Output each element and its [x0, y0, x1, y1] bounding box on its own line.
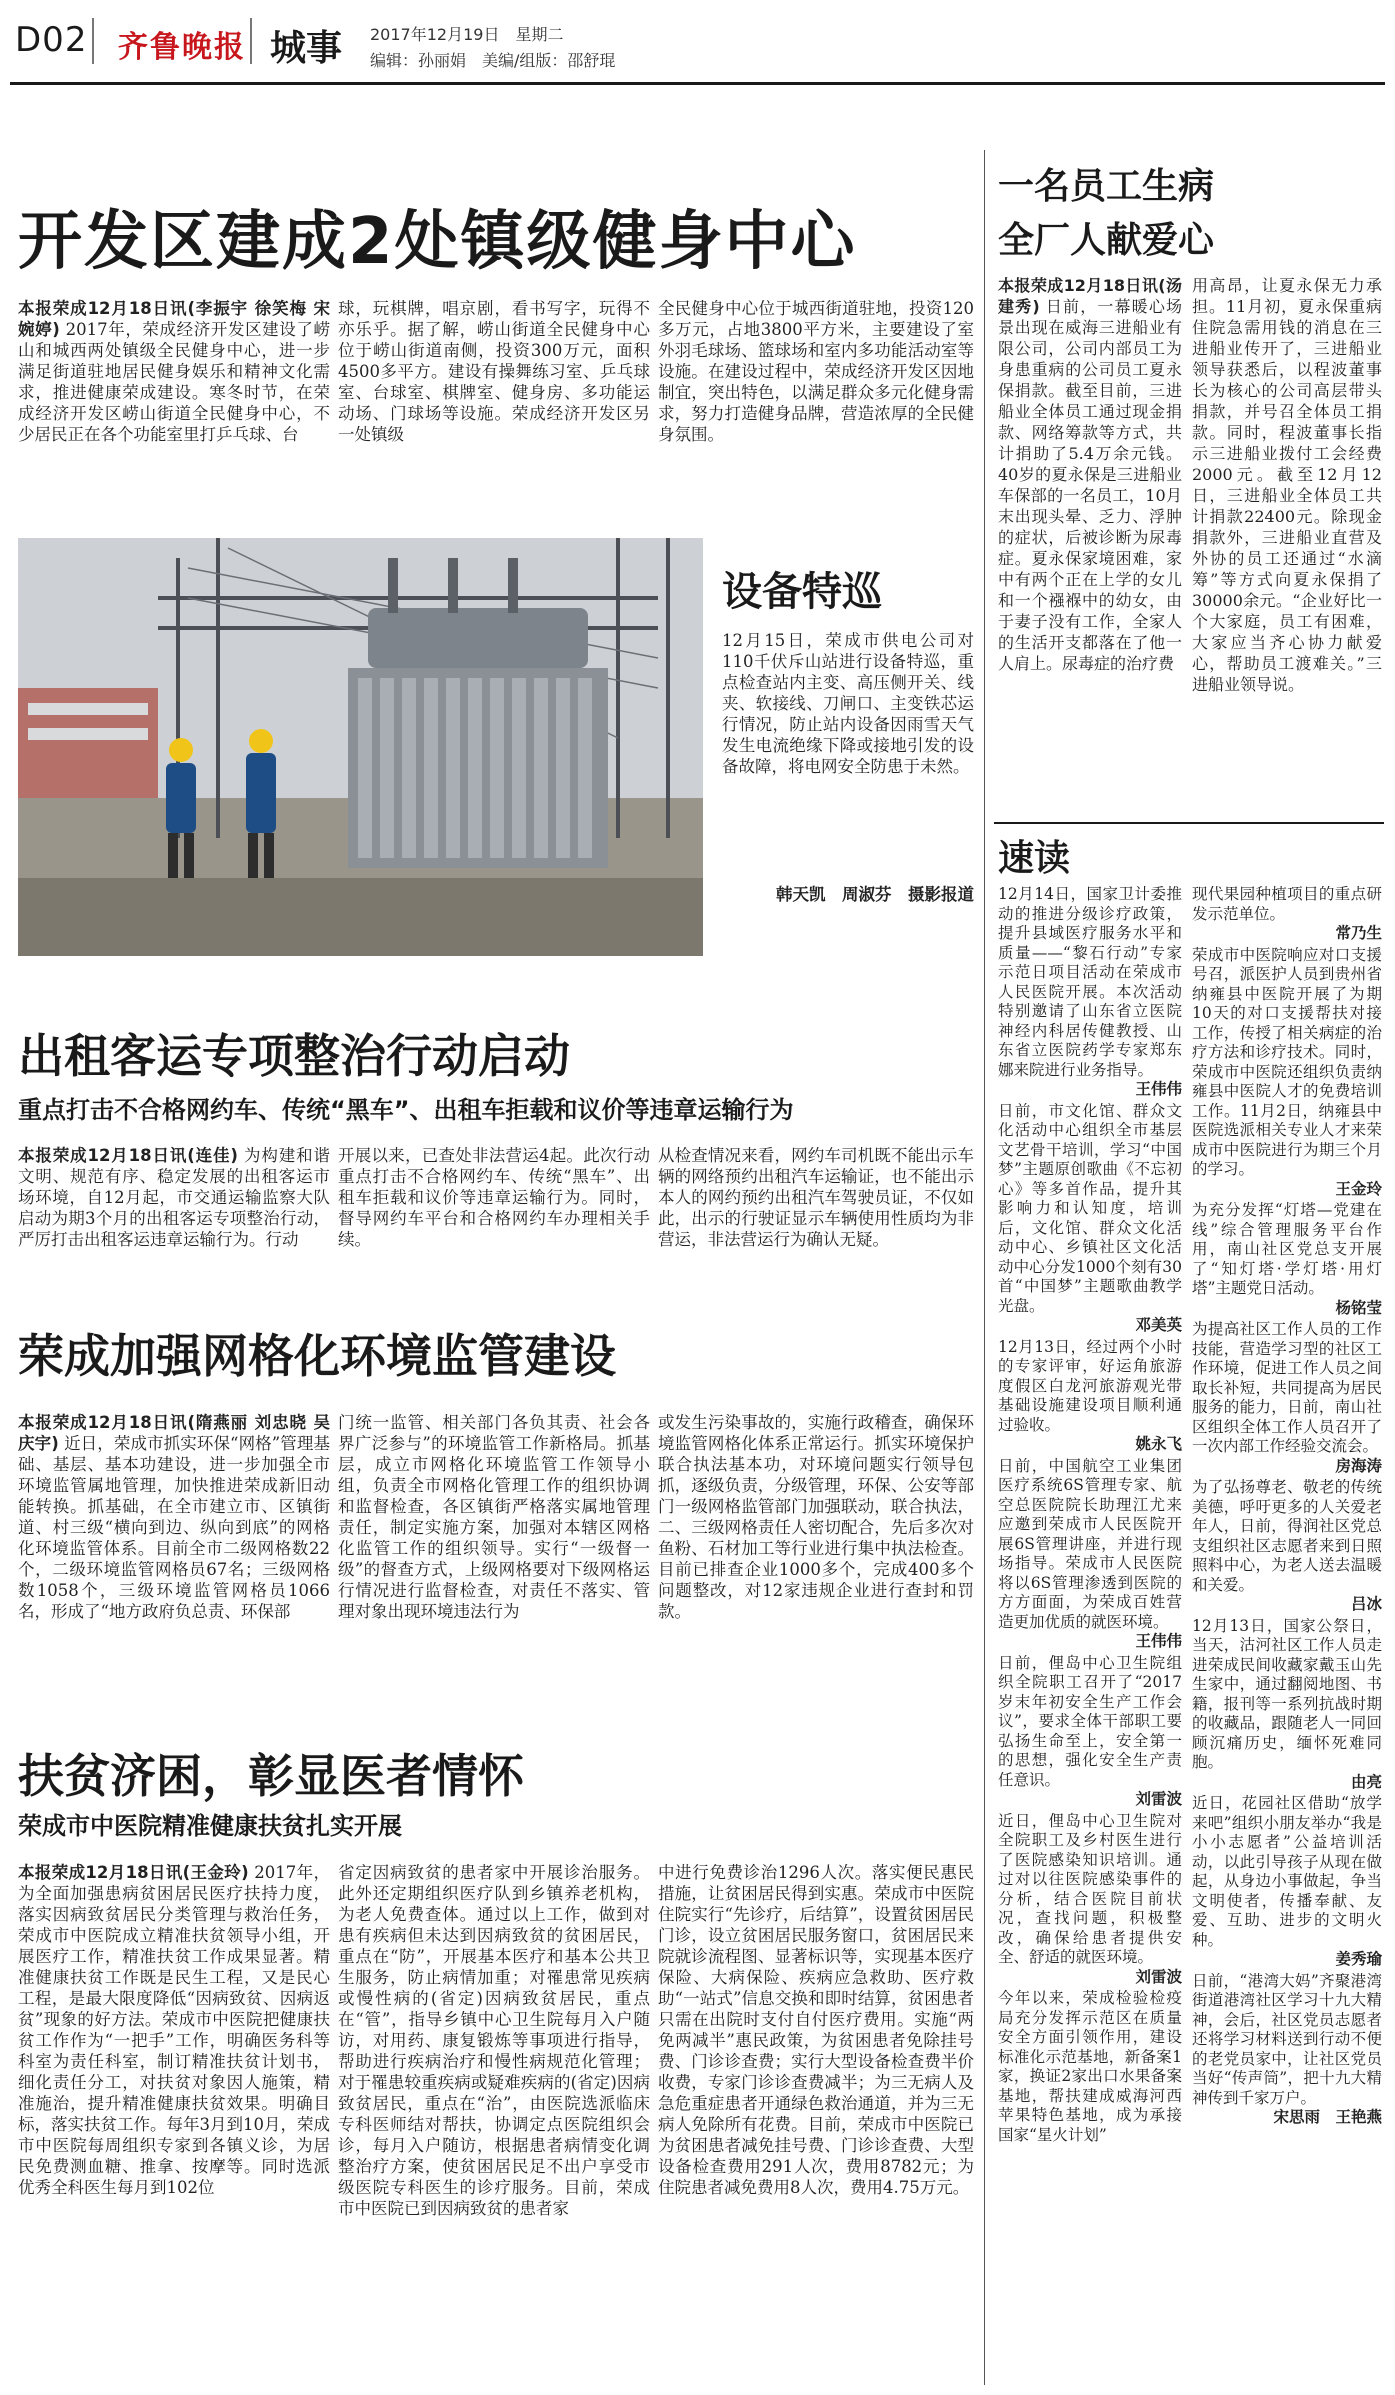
kuaidu-item	[998, 1812, 1182, 1988]
kuaidu-item-author: 王金玲	[1335, 1179, 1382, 1198]
kuaidu-item-author: 邓美英	[1135, 1316, 1182, 1334]
article3-col1	[18, 1412, 330, 1712]
article1-title: 开发区建成2处镇级健身中心	[18, 205, 857, 279]
kuaidu-item	[1192, 1794, 1382, 1970]
kuaidu-item	[1192, 1972, 1382, 2128]
kuaidu-item	[1192, 1617, 1382, 1793]
article2-col3: 从检查情况来看，网约车司机既不能出示车辆的网络预约出租汽车运输证，也不能出示本人的网约预约出租汽车驾驶员证，不仅如此，出示的行驶证显示车辆使用性质均为非营运，非法营运行为确认无疑。	[658, 1146, 974, 1249]
article4-lead: 本报荣成12月18日讯(王金玲)	[18, 1863, 249, 1882]
kuaidu-item-text: 为了弘扬尊老、敬老的传统美德，呼吁更多的人关爱老年人，日前，得润社区党总支组织社区志愿者来到日照照料中心，为老人送去温暖和关爱。	[1192, 1478, 1382, 1594]
substation-photo	[18, 538, 703, 956]
photo-credit: 韩天凯 周淑芬 摄影报道	[776, 885, 974, 904]
kuaidu-col2	[1192, 885, 1382, 2385]
kuaidu-item-text: 近日，俚岛中心卫生院对全院职工及乡村医生进行了医院感染知识培训。通过对以往医院感染事件的分析，结合医院目前状况，查找问题，积极整改，确保给患者提供安全、舒适的就医环境。	[998, 1811, 1182, 1966]
article5-lead: 本报荣成12月18日讯(汤建秀)	[998, 276, 1182, 316]
kuaidu-col1	[998, 885, 1182, 2385]
article2-subtitle: 重点打击不合格网约车、传统“黑车”、出租车拒载和议价等违章运输行为	[18, 1096, 794, 1124]
kuaidu-item-text: 近日，花园社区借助“放学来吧”组织小朋友举办“我是小小志愿者”公益培训活动，以此引导孩子从现在做起，从身边小事做起，争当文明使者，传播奉献、友爱、互助、进步的文明火种。	[1192, 1794, 1382, 1949]
kuaidu-item	[998, 1102, 1182, 1336]
kuaidu-item	[1192, 1478, 1382, 1615]
kuaidu-item	[998, 1457, 1182, 1652]
article3-text: 近日，荣成市抓实环保“网格”管理基础、基层、基本功建设，进一步加强全市环境监管属地管理，加快推进荣成新旧动能转换。抓基础，在全市建立市、区镇街道、村三级“横向到边、纵向到底”的网格化环境监管体系。目前全市二级网格数22个，二级环境监管网格员67名；三级网格数1058个，三级环境监管网格员1066名，形成了“地方政府负总责、环保部	[18, 1434, 330, 1621]
header-divider	[250, 18, 252, 64]
kuaidu-item-text: 日前，市文化馆、群众文化活动中心组织全市基层文艺骨干培训，学习“中国梦”主题原创歌曲《不忘初心》等多首作品，提升其影响力和认知度，培训后，文化馆、群众文化活动中心、乡镇社区文化活动中心分发1000个刻有30首“中国梦”主题歌曲教学光盘。	[998, 1101, 1182, 1315]
kuaidu-item-text: 日前，中国航空工业集团医疗系统6S管理专家、航空总医院院长助理江尤来应邀到荣成市人民医院开展6S管理讲座，并进行现场指导。荣成市人民医院将以6S管理渗透到医院的方方面面，为荣成百姓营造更加优质的就医环境。	[998, 1456, 1182, 1631]
article4-col3: 中进行免费诊治1296人次。落实便民惠民措施，让贫困居民得到实惠。荣成市中医院住院实行“先诊疗，后结算”，设置贫困居民门诊，设立贫困居民服务窗口，贫困居民来院就诊流程图、显著标识等，实现基本医疗保险、大病保险、疾病应急救助、医疗救助“一站式”信息交换和即时结算，贫困患者只需在出院时支付自付医疗费用。实施“两免两减半”惠民政策，为贫困患者免除挂号费、门诊诊查费；实行大型设备检查费半价收费，专家门诊诊查费减半；为三无病人及急危重症患者开通绿色救治通道，并为三无病人免除所有花费。目前，荣成市中医院已为贫困患者减免挂号费、门诊诊查费、大型设备检查费用291人次，费用8782元；为住院患者减免费用8人次，费用4.75万元。	[658, 1863, 974, 2197]
article5-title: 一名员工生病	[998, 166, 1215, 207]
article5-title2: 全厂人献爱心	[998, 220, 1215, 261]
kuaidu-item-author: 宋思雨 王艳燕	[1273, 2108, 1382, 2126]
kuaidu-item-author: 刘雷波	[1135, 1790, 1182, 1808]
kuaidu-item-author: 杨铭莹	[1335, 1298, 1382, 1317]
article1-lead: 本报荣成12月18日讯(李振宇 徐笑梅 宋婉婷)	[18, 299, 330, 339]
header-rule	[10, 82, 1385, 85]
article2-col2: 开展以来，已查处非法营运4起。此次行动重点打击不合格网约车、传统“黑车”、出租车拒载和议价等违章运输行为。同时，督导网约车平台和合格网约车办理相关手续。	[338, 1146, 650, 1249]
section-name: 城事	[270, 28, 343, 69]
kuaidu-item-text: 12月13日，经过两个小时的专家评审，好运角旅游度假区白龙河旅游观光带基础设施建设项目顺利通过验收。	[998, 1337, 1182, 1434]
kuaidu-item-author: 吕冰	[1350, 1595, 1382, 1613]
kuaidu-item-author: 姚永飞	[1135, 1435, 1182, 1453]
article1-col1	[18, 298, 330, 520]
page-number: D02	[15, 20, 88, 60]
kuaidu-title: 速读	[998, 838, 1071, 879]
kuaidu-item	[998, 1654, 1182, 1810]
article4-title: 扶贫济困，彰显医者情怀	[18, 1749, 524, 1803]
article1-col3: 全民健身中心位于城西街道驻地，投资120多万元，占地3800平方米，主要建设了室外羽毛球场、篮球场和室内多功能活动室等设施。在建设过程中，荣成经济开发区因地制宜，突出特色，以满足群众多元化健身需求，努力打造健身品牌，营造浓厚的全民健身氛围。	[658, 299, 974, 444]
kuaidu-item-author: 刘雷波	[1135, 1967, 1182, 1986]
article4-col1	[18, 1862, 330, 2387]
article5-col1	[998, 275, 1182, 815]
article3-title: 荣成加强网格化环境监管建设	[18, 1329, 616, 1383]
kuaidu-item	[998, 1989, 1182, 2145]
photo-story-text: 12月15日，荣成市供电公司对110千伏斥山站进行设备特巡，重点检查站内主变、高压侧开关、线夹、软接线、刀闸口、主变铁芯运行情况，防止站内设备因雨雪天气发生电流绝缘下降或接地引发的设备故障，将电网安全防患于未然。	[722, 631, 974, 776]
article4-col2: 省定因病致贫的患者家中开展诊治服务。此外还定期组织医疗队到乡镇养老机构，为老人免费查体。通过以上工作，做到对患有疾病但未达到因病致贫的贫困居民，重点在“防”，开展基本医疗和基本公共卫生服务，防止病情加重；对罹患常见疾病或慢性病的(省定)因病致贫居民，重点在“管”，指导乡镇中心卫生院每月入户随访，对用药、康复锻炼等事项进行指导，帮助进行疾病治疗和慢性病规范化管理；对于罹患较重疾病或疑难疾病的(省定)因病致贫居民，重点在“治”，由医院选派临床专科医师结对帮扶，协调定点医院组织会诊，每月入户随访，根据患者病情变化调整治疗方案，使贫困居民足不出户享受市级医院专科医生的诊疗服务。目前，荣成市中医院已到因病致贫的患者家	[338, 1863, 650, 2218]
article3-col3: 或发生污染事故的，实施行政稽查，确保环境监管网格化体系正常运行。抓实环境保护联合执法基本功，对环境问题实行领导包抓，逐级负责，分级管理，环保、公安等部门一级网格监管部门加强联动，联合执法，二、三级网格责任人密切配合，先后多次对鱼粉、石材加工等行业进行集中执法检查。目前已排查企业1000多个，完成400多个问题整改，对12家违规企业进行查封和罚款。	[658, 1413, 974, 1621]
header-divider	[92, 18, 94, 64]
article3-lead: 本报荣成12月18日讯(隋燕丽 刘忠晓 吴庆宇)	[18, 1413, 330, 1453]
newspaper-logo: 齐鲁晚报	[118, 30, 246, 65]
kuaidu-item-author: 房海涛	[1335, 1456, 1382, 1475]
kuaidu-item-text: 日前，“港湾大妈”齐聚港湾街道港湾社区学习十九大精神，会后，社区党员志愿者还将学习材料送到行动不便的老党员家中，让社区党员当好“传声筒”，把十九大精神传到千家万户。	[1192, 1971, 1382, 2107]
photo-story-title: 设备特巡	[722, 569, 882, 615]
kuaidu-item-author: 由亮	[1350, 1772, 1382, 1791]
article5-col2: 用高昂，让夏永保无力承担。11月初，夏永保重病住院急需用钱的消息在三进船业传开了，三进船业领导获悉后，以程波董事长为核心的公司高层带头捐款，并号召全体员工捐款。同时，程波董事长指示三进船业拨付工会经费2000元。截至12月12日，三进船业全体员工共计捐款22400元。除现金捐款外，三进船业直营及外协的员工还通过“水滴筹”等方式向夏永保捐了30000余元。“企业好比一个大家庭，员工有困难，大家应当齐心协力献爱心，帮助员工渡难关。”三进船业领导说。	[1192, 276, 1382, 694]
article4-text: 2017年，为全面加强患病贫困居民医疗扶持力度，落实因病致贫居民分类管理与救治任务，荣成市中医院成立精准扶贫领导小组，开展医疗工作，精准扶贫工作成果显著。精准健康扶贫工作既是民生工程，又是民心工程，是最大限度降低“因病致贫、因病返贫”现象的好方法。荣成市中医院把健康扶贫工作作为“一把手”工作，明确医务科等科室为责任科室，制订精准扶贫计划书，细化责任分工，对扶贫对象因人施策，精准施治，提升精准健康扶贫效果。明确目标，落实扶贫工作。每年3月到10月，荣成市中医院每周组织专家到各镇义诊，为居民免费测血糖、推拿、按摩等。同时选派优秀全科医生每月到102位	[18, 1863, 330, 2197]
article5-text: 日前，一幕暖心场景出现在威海三进船业有限公司，公司内部员工为身患重病的公司员工夏永保捐款。截至目前，三进船业全体员工通过现金捐款、网络筹款等方式，共计捐助了5.4万余元钱。40岁的夏永保是三进船业车保部的一名员工，10月末出现头晕、乏力、浮肿的症状，后被诊断为尿毒症。夏永保家境困难，家中有两个正在上学的女儿和一个襁褓中的幼女，由于妻子没有工作，全家人的生活开支都落在了他一人肩上。尿毒症的治疗费	[998, 297, 1182, 673]
kuaidu-item	[1192, 1201, 1382, 1318]
substation-illustration	[18, 538, 703, 956]
kuaidu-item	[998, 885, 1182, 1100]
article2-title: 出租客运专项整治行动启动	[18, 1029, 570, 1083]
article4-subtitle: 荣成市中医院精准健康扶贫扎实开展	[18, 1812, 402, 1840]
kuaidu-item-text: 今年以来，荣成检验检疫局充分发挥示范区在质量安全方面引领作用，建设标准化示范基地，新备案1家，换证2家出口水果备案基地，帮扶建成威海河西苹果特色基地，成为承接国家“星火计划”	[998, 1989, 1182, 2144]
kuaidu-item-author: 王伟伟	[1135, 1080, 1182, 1098]
kuaidu-item-text: 12月13日，国家公祭日，当天，沽河社区工作人员走进荣成民间收藏家戴玉山先生家中，通过翻阅地图、书籍，报刊等一系列抗战时期的收藏品，跟随老人一同回顾沉痛历史，缅怀死难同胞。	[1192, 1616, 1382, 1771]
article3-col2: 门统一监管、相关部门各负其责、社会各界广泛参与”的环境监管工作新格局。抓基层，成立市网格化环境监管工作领导小组，负责全市网格化管理工作的组织协调和监督检查，各区镇街严格落实属地管理责任，制定实施方案，加强对本辖区网格化监管工作的组织领导。实行“一级督一级”的督查方式，上级网格要对下级网格运行情况进行监督检查，对责任不落实、管理对象出现环境违法行为	[338, 1413, 650, 1621]
article2-lead: 本报荣成12月18日讯(连佳)	[18, 1146, 238, 1165]
kuaidu-item-author: 常乃生	[1335, 924, 1382, 942]
kuaidu-item	[1192, 1320, 1382, 1476]
article1-col2: 球，玩棋牌，唱京剧，看书写字，玩得不亦乐乎。据了解，崂山街道全民健身中心位于崂山街道南侧，投资300万元，面积4500多平方。建设有操舞练习室、乒乓球室、台球室、棋牌室、健身房、多功能运动场、门球场等设施。荣成经济开发区另一处镇级	[338, 299, 650, 444]
kuaidu-item-author: 姜秀瑜	[1335, 1950, 1382, 1968]
kuaidu-item-text: 现代果园种植项目的重点研发示范单位。	[1192, 885, 1382, 923]
article1-text: 2017年，荣成经济开发区建设了崂山和城西两处镇级全民健身中心，进一步满足街道驻地居民健身娱乐和精神文化需求，推进健康荣成建设。寒冬时节，在荣成经济开发区崂山街道全民健身中心，不少居民正在各个功能室里打乒乓球、台	[18, 320, 330, 444]
kuaidu-item-text: 为充分发挥“灯塔—党建在线”综合管理服务平台作用，南山社区党总支开展了“知灯塔·学灯塔·用灯塔”主题党日活动。	[1192, 1201, 1382, 1297]
column-rule	[984, 150, 985, 2385]
kuaidu-item	[998, 1338, 1182, 1455]
kuaidu-item-author: 王伟伟	[1135, 1632, 1182, 1650]
kuaidu-item-text: 荣成市中医院响应对口支援号召，派医护人员到贵州省纳雍县中医院开展了为期10天的对口支援帮扶对接工作，传授了相关病症的治疗方法和诊疗技术。同时，荣成市中医院还组织负责纳雍县中医院人才的免费培训工作。11月2日，纳雍县中医院选派相关专业人才来荣成市中医院进行为期三个月的学习。	[1192, 945, 1382, 1178]
article2-col1	[18, 1145, 330, 1295]
article2-text: 为构建和谐文明、规范有序、稳定发展的出租客运市场环境，自12月起，市交通运输监察大队启动为期3个月的出租客运专项整治行动，严厉打击出租客运违章运输行为。行动	[18, 1146, 330, 1249]
kuaidu-item-text: 日前，俚岛中心卫生院组织全院职工召开了“2017岁末年初安全生产工作会议”，要求全体干部职工要弘扬生命至上，安全第一的思想，强化安全生产责任意识。	[998, 1653, 1182, 1789]
issue-date: 2017年12月19日 星期二	[370, 25, 564, 44]
kuaidu-rule	[994, 822, 1384, 824]
kuaidu-item	[1192, 885, 1382, 944]
kuaidu-item	[1192, 946, 1382, 1200]
kuaidu-item-text: 为提高社区工作人员的工作技能，营造学习型的社区工作环境，促进工作人员之间取长补短，共同提高为居民服务的能力，日前，南山社区组织全体工作人员召开了一次内部工作经验交流会。	[1192, 1320, 1382, 1455]
editor-credits: 编辑：孙丽娟 美编/组版：邵舒琨	[370, 51, 616, 70]
kuaidu-item-text: 12月14日，国家卫计委推动的推进分级诊疗政策，提升县域医疗服务水平和质量——“黎石行动”专家示范日项目活动在荣成市人民医院开展。本次活动特别邀请了山东省立医院神经内科居传健教授、山东省立医院药学专家郑东娜来院进行业务指导。	[998, 885, 1182, 1079]
